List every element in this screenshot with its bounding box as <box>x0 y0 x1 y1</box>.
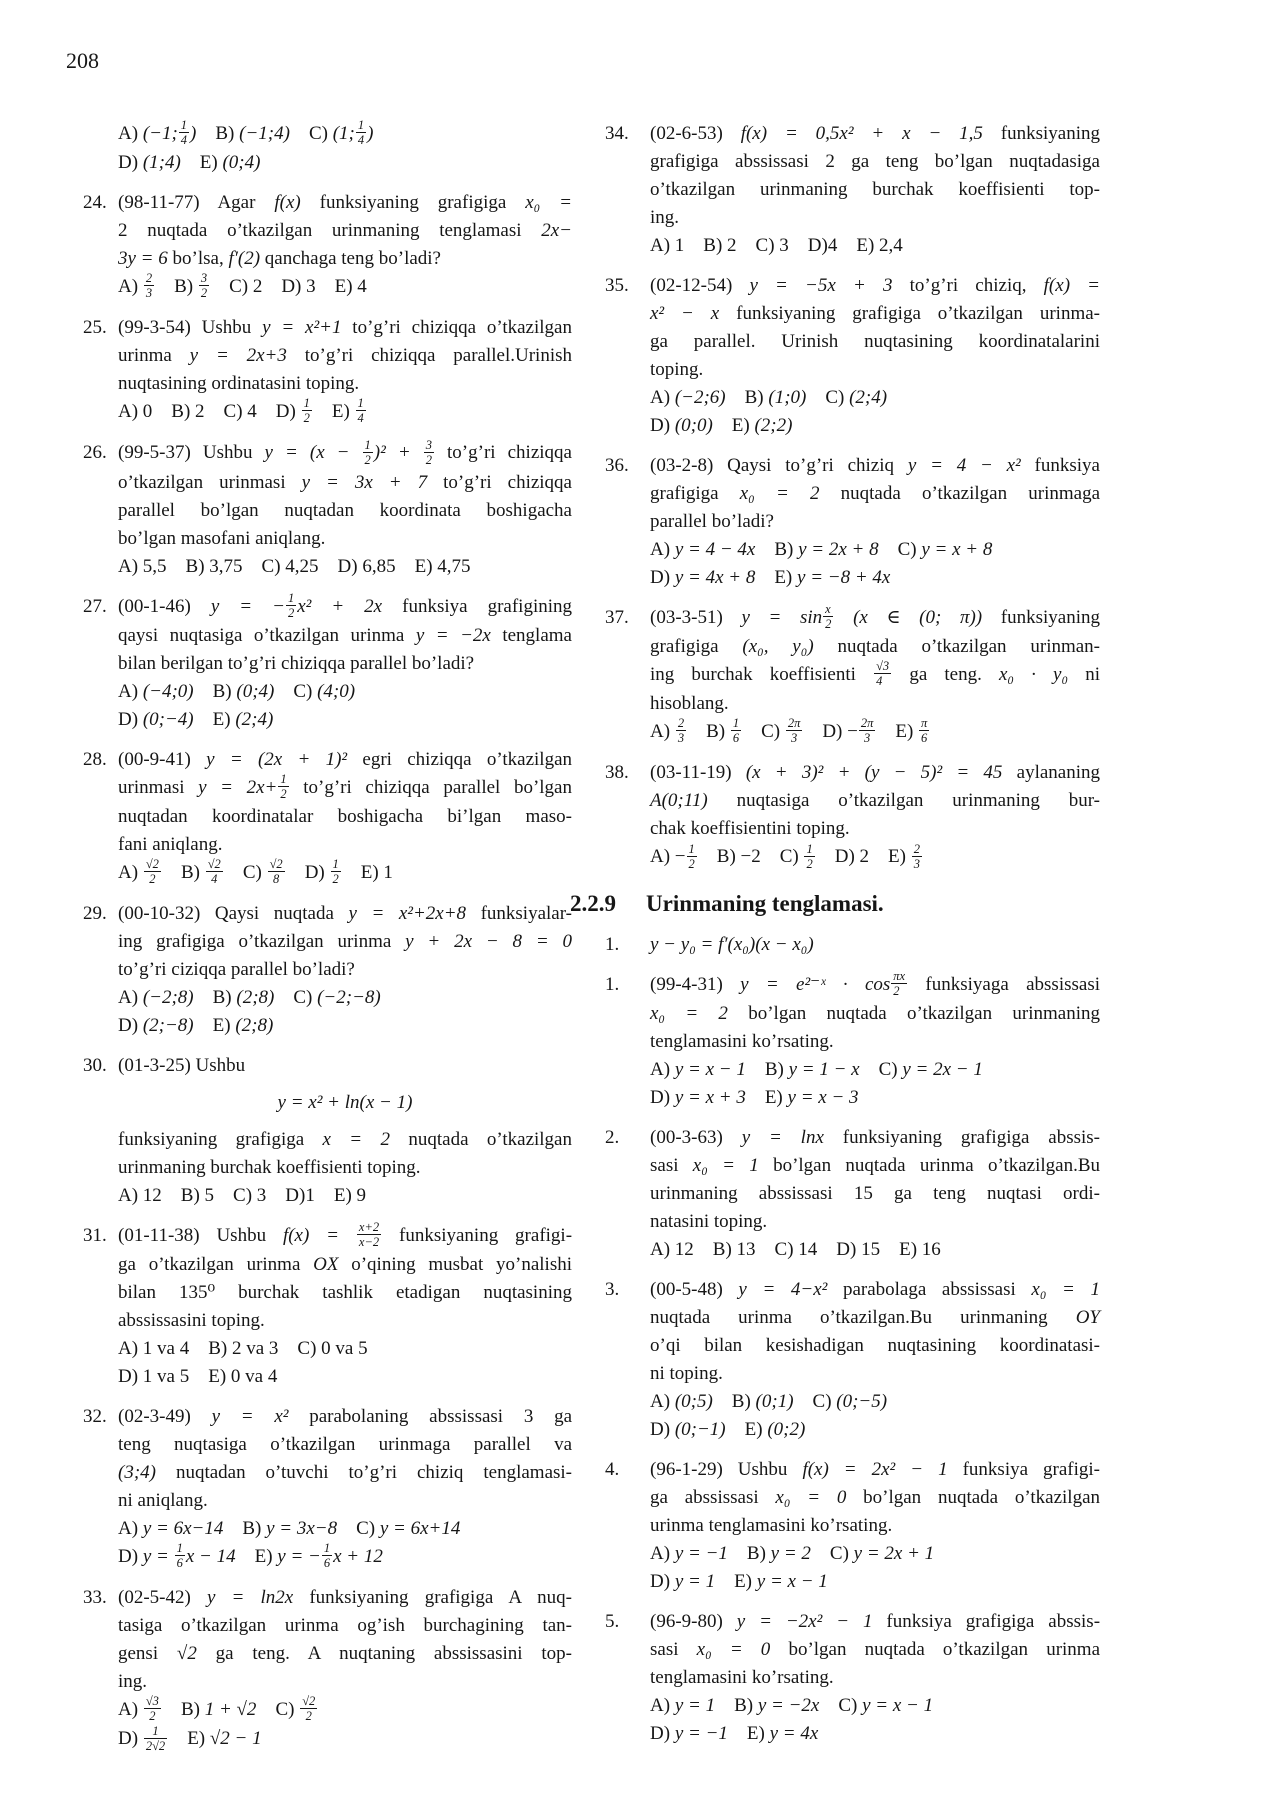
answer-options-line: A) $\frac{2}{3}$ B) $\frac{3}{2}$ C) 2 D) 3 E) 4 <box>118 271 367 301</box>
answer-options-line: D) y = 4x + 8 E) y = −8 + 4x <box>650 567 891 588</box>
text-line: qaysi nuqtasiga o’tkazilgan urinma y = −2x tenglama <box>118 624 572 646</box>
answer-options-line: A) (−4;0) B) (0;4) C) (4;0) <box>118 680 356 702</box>
text-line: gensi √2 ga teng. A nuqtaning abssissasini top- <box>118 1643 572 1665</box>
item-number: 36. <box>605 455 629 476</box>
item-number: 27. <box>83 595 107 617</box>
problem <box>83 746 572 888</box>
text-line: x₀ = 2 bo’lgan nuqtada o’tkazilgan urinmaning <box>650 1002 1100 1024</box>
text-line: (03-11-19) (x + 3)² + (y − 5)² = 45 aylananing <box>650 762 1100 784</box>
text-line: (01-3-25) Ushbu <box>118 1054 246 1076</box>
text-line: urinmaning abssissasi 15 ga teng nuqtasi ordi- <box>650 1182 1100 1204</box>
fraction: $\frac{1}{2}$ <box>332 856 339 886</box>
text-line: y − y₀ = f′(x₀)(x − x₀) <box>650 933 814 955</box>
problem <box>83 1222 572 1391</box>
problem <box>605 1276 1100 1444</box>
fraction: $\frac{√3}{4}$ <box>876 659 890 689</box>
fraction: $\frac{1}{4}$ <box>357 118 365 148</box>
text-line: urinmaning burchak koeffisienti toping. <box>118 1156 421 1178</box>
text-line: (02-12-54) y = −5x + 3 to’g’ri chiziq, f(x) = <box>650 275 1101 296</box>
fraction: $\frac{3}{2}$ <box>200 271 208 301</box>
text-line: ing grafigiga o’tkazilgan urinma y + 2x − 8 = 0 <box>118 930 572 952</box>
fraction: $\frac{1}{2}$ <box>806 841 813 871</box>
fraction: $\frac{1}{2}$ <box>364 437 371 467</box>
fraction: $\frac{2}{3}$ <box>145 271 153 301</box>
answer-options-line: D) (2;−8) E) (2;8) <box>118 1014 274 1036</box>
text-line: tasiga o’tkazilgan urinma og’ish burchagining tan- <box>118 1615 572 1637</box>
item-number: 5. <box>605 1610 620 1632</box>
text-line: ing. <box>650 207 680 228</box>
fraction: $\frac{1}{2}$ <box>688 841 695 871</box>
answer-options-line: D) (0;0) E) (2;2) <box>650 415 793 436</box>
answer-options-line: A) $\frac{√3}{2}$ B) 1 + √2 C) $\frac{√2}{2}$ <box>118 1694 316 1724</box>
text-line: sasi x₀ = 0 bo’lgan nuqtada o’tkazilgan urinma <box>650 1638 1101 1660</box>
item-number: 35. <box>605 275 629 296</box>
text-line: hisoblang. <box>650 693 729 715</box>
text-line: nuqtadan koordinatalar boshigacha bi’lgan maso- <box>118 805 572 827</box>
text-line: ga abssissasi x₀ = 0 bo’lgan nuqtada o’tkazilgan <box>650 1486 1100 1508</box>
fraction: $\frac{\pi}{6}$ <box>921 716 928 746</box>
fraction: $\frac{\pi x}{2}$ <box>893 968 906 998</box>
answer-options-line: A) 5,5 B) 3,75 C) 4,25 D) 6,85 E) 4,75 <box>118 555 471 577</box>
problem <box>83 439 572 580</box>
text-line: bilan 135⁰ burchak tashlik etadigan nuqtasining <box>118 1282 572 1304</box>
text-line: to’g’ri ciziqqa parallel bo’ladi? <box>118 958 355 980</box>
item-number: 24. <box>83 192 107 214</box>
text-line: teng nuqtasiga o’tkazilgan urinmaga parallel va <box>118 1434 572 1456</box>
text-line: 2 nuqtada o’tkazilgan urinmaning tenglamasi 2x− <box>118 220 572 242</box>
section-heading <box>570 889 1100 919</box>
item-number: 37. <box>605 607 629 628</box>
problem <box>605 968 1100 1112</box>
answer-options-line: A) (−2;6) B) (1;0) C) (2;4) <box>650 387 888 408</box>
text-line: (99-3-54) Ushbu y = x²+1 to’g’ri chiziqqa o’tkazilgan <box>118 317 572 339</box>
text-line: (03-2-8) Qaysi to’g’ri chiziq y = 4 − x² funksiya <box>650 455 1100 476</box>
text-line: ing. <box>118 1671 148 1693</box>
answers-continuation <box>83 120 572 177</box>
text-line: (96-9-80) y = −2x² − 1 funksiya grafigiga abssis- <box>650 1610 1101 1632</box>
text-line: nuqtasining ordinatasini toping. <box>118 373 360 395</box>
answer-options-line: A) 1 B) 2 C) 3 D)4 E) 2,4 <box>650 235 903 256</box>
fraction: $\frac{1}{6}$ <box>323 1541 331 1571</box>
fraction: $\frac{1}{2}$ <box>280 771 287 801</box>
item-number: 2. <box>605 1126 620 1148</box>
answer-options-line: D) 1 va 5 E) 0 va 4 <box>118 1366 278 1388</box>
text-line: o’tkazilgan urinmasi y = 3x + 7 to’g’ri chiziqqa <box>118 471 572 493</box>
problem <box>83 1052 572 1210</box>
answer-options-line: D) y = −1 E) y = 4x <box>650 1722 819 1744</box>
answer-options-line: A) y = x − 1 B) y = 1 − x C) y = 2x − 1 <box>650 1058 983 1080</box>
fraction: $\frac{2\pi}{3}$ <box>860 716 874 746</box>
text-line: (00-5-48) y = 4−x² parabolaga abssissasi x₀ = 1 <box>650 1278 1100 1300</box>
problem <box>83 590 572 734</box>
item-number: 34. <box>605 123 629 144</box>
text-line: tenglamasini ko’rsating. <box>650 1030 834 1052</box>
item-number: 3. <box>605 1278 620 1300</box>
text-line: urinma tenglamasini ko’rsating. <box>650 1514 893 1536</box>
text-line: urinma y = 2x+3 to’g’ri chiziqqa parallel.Urinish <box>118 345 573 367</box>
fraction: $\frac{2}{3}$ <box>913 841 920 871</box>
answer-options-line: A) − $\frac{1}{2}$ B) −2 C) $\frac{1}{2}$ D) 2 E) $\frac{2}{3}$ <box>650 841 920 871</box>
text-line: bilan berilgan to’g’ri chiziqqa parallel bo’ladi? <box>118 652 475 674</box>
text-line: parallel bo’lgan nuqtadan koordinata boshigacha <box>118 499 572 521</box>
fraction: $\frac{3}{2}$ <box>425 437 432 467</box>
section-title: Urinmaning tenglamasi. <box>646 890 884 916</box>
text-line: ga parallel. Urinish nuqtasining koordinatalarini <box>650 331 1100 352</box>
fraction: $\frac{2}{3}$ <box>677 716 685 746</box>
problem <box>83 314 572 427</box>
fraction: $\frac{√3}{2}$ <box>145 1694 159 1724</box>
text-line: tenglamasini ko’rsating. <box>650 1666 834 1688</box>
text-line: ga o’tkazilgan urinma OX o’qining musbat yo’nalishi <box>118 1254 572 1276</box>
text-line: (98-11-77) Agar f(x) funksiyaning grafigiga x₀ = <box>118 192 572 214</box>
fraction: $\frac{1}{4}$ <box>357 396 364 426</box>
answer-options-line: A) 0 B) 2 C) 4 D) $\frac{1}{2}$ E) $\frac{1}{4}$ <box>118 396 364 426</box>
fraction: $\frac{√2}{8}$ <box>269 856 283 886</box>
answer-options-line: D) (0;−4) E) (2;4) <box>118 708 274 730</box>
text-line: (01-11-38) Ushbu f(x) = $\frac{x+2}{x-2}$ funksiyaning grafigi- <box>118 1220 573 1250</box>
text-line: toping. <box>650 359 704 380</box>
text-line: (3;4) nuqtadan o’tuvchi to’g’ri chiziq tenglamasi- <box>118 1462 572 1484</box>
answer-options-line: D) y = 1 E) y = x − 1 <box>650 1570 828 1592</box>
fraction: $\frac{1}{2√2}$ <box>145 1723 166 1753</box>
text-line: ni aniqlang. <box>118 1490 208 1512</box>
fraction: $\frac{1}{4}$ <box>180 118 188 148</box>
page-number: 208 <box>66 48 99 73</box>
section-number: 2.2.9 <box>570 890 616 916</box>
left-column <box>83 120 572 1767</box>
fraction: $\frac{1}{2}$ <box>287 590 295 620</box>
answer-options-line: A) y = 1 B) y = −2x C) y = x − 1 <box>650 1694 934 1716</box>
answer-options-line: A) $\frac{2}{3}$ B) $\frac{1}{6}$ C) $\frac{2\pi}{3}$ D) − $\frac{2\pi}{3}$ E) $\frac{\pi}{6}$ <box>650 716 928 746</box>
item-number: 32. <box>83 1406 107 1428</box>
text-line: sasi x₀ = 1 bo’lgan nuqtada urinma o’tkazilgan.Bu <box>650 1154 1100 1176</box>
answer-options-line: A) 12 B) 13 C) 14 D) 15 E) 16 <box>650 1238 941 1260</box>
text-line: o’tkazilgan urinmaning burchak koeffisienti top- <box>650 179 1100 200</box>
text-line: grafigiga abssissasi 2 ga teng bo’lgan nuqtadasiga <box>650 151 1100 172</box>
item-number: 30. <box>83 1054 107 1076</box>
text-line: funksiyaning grafigiga x = 2 nuqtada o’tkazilgan <box>118 1128 572 1150</box>
answer-options-line: D) $\frac{1}{2√2}$ E) √2 − 1 <box>118 1723 262 1753</box>
text-line: (96-1-29) Ushbu f(x) = 2x² − 1 funksiya grafigi- <box>650 1458 1101 1480</box>
text-line: natasini toping. <box>650 1210 768 1232</box>
text-line: ni toping. <box>650 1362 723 1384</box>
text-line: ing burchak koeffisienti $\frac{√3}{4}$ ga teng. x₀ · y₀ ni <box>650 659 1100 689</box>
text-line: (00-1-46) y = − $\frac{1}{2}$ x² + 2x funksiya grafigining <box>118 590 572 620</box>
text-line: chak koeffisientini toping. <box>650 818 850 840</box>
item-number: 26. <box>83 442 107 464</box>
answer-options-line: D) (1;4) E) (0;4) <box>118 152 261 174</box>
text-line: fani aniqlang. <box>118 833 223 855</box>
text-line: bo’lgan masofani aniqlang. <box>118 527 326 549</box>
answer-options-line: A) y = 4 − 4x B) y = 2x + 8 C) y = x + 8 <box>650 539 993 560</box>
item-number: 29. <box>83 902 107 924</box>
right-column <box>570 120 1101 1760</box>
fraction: $\frac{1}{2}$ <box>303 396 310 426</box>
text-line: (00-3-63) y = lnx funksiyaning grafigiga abssis- <box>650 1126 1101 1148</box>
item-number: 25. <box>83 317 107 339</box>
text-line: (02-5-42) y = ln2x funksiyaning grafigiga A nuq- <box>118 1587 572 1609</box>
text-line: (03-3-51) y = sin $\frac{x}{2}$ (x ∈ (0; π)) funksiyaning <box>650 602 1100 632</box>
problem <box>605 1456 1100 1596</box>
text-line: nuqtada urinma o’tkazilgan.Bu urinmaning OY <box>650 1306 1100 1328</box>
text-line: 3y = 6 bo’lsa, f′(2) qanchaga teng bo’ladi? <box>118 248 441 270</box>
text-line: grafigiga x₀ = 2 nuqtada o’tkazilgan urinmaga <box>650 483 1100 504</box>
text-line: urinmasi y = 2x+ $\frac{1}{2}$ to’g’ri chiziqqa parallel bo’lgan <box>118 771 572 801</box>
fraction: $\frac{1}{6}$ <box>732 716 740 746</box>
problem <box>605 759 1100 872</box>
fraction: $\frac{1}{6}$ <box>176 1541 183 1571</box>
text-line: parallel bo’ladi? <box>650 511 774 532</box>
text-line: A(0;11) nuqtasiga o’tkazilgan urinmaning bur- <box>650 790 1100 812</box>
answer-options-line: A) y = 6x−14 B) y = 3x−8 C) y = 6x+14 <box>118 1518 461 1540</box>
problem <box>605 452 1100 592</box>
answer-options-line: A) y = −1 B) y = 2 C) y = 2x + 1 <box>650 1542 935 1564</box>
problem <box>605 272 1100 440</box>
text-line: x² − x funksiyaning grafigiga o’tkazilgan urinma- <box>650 303 1100 324</box>
fraction: $\frac{2\pi}{3}$ <box>787 716 801 746</box>
problem <box>605 604 1100 747</box>
item-number: 4. <box>605 1458 620 1480</box>
answer-options-line: A) (−2;8) B) (2;8) C) (−2;−8) <box>118 986 381 1008</box>
text-line: (02-6-53) f(x) = 0,5x² + x − 1,5 funksiyaning <box>650 123 1101 144</box>
answer-options-line: A) 1 va 4 B) 2 va 3 C) 0 va 5 <box>118 1338 368 1360</box>
text-line: o’qi bilan kesishadigan nuqtasining koordinatasi- <box>650 1334 1100 1356</box>
item-number: 1. <box>605 973 620 995</box>
answer-options-line: D) (0;−1) E) (0;2) <box>650 1418 806 1440</box>
problem <box>83 1403 572 1572</box>
problem <box>605 120 1100 260</box>
answer-options-line: D) y = x + 3 E) y = x − 3 <box>650 1086 859 1108</box>
problem <box>83 1584 572 1754</box>
display-equation: y = x² + ln(x − 1) <box>277 1091 413 1113</box>
problem <box>605 1124 1100 1264</box>
fraction: $\frac{x+2}{x-2}$ <box>358 1220 380 1250</box>
text-line: grafigiga (x₀, y₀) nuqtada o’tkazilgan urinman- <box>650 636 1101 658</box>
text-line: (02-3-49) y = x² parabolaning abssissasi 3 ga <box>118 1406 573 1428</box>
formula-item <box>605 931 1100 959</box>
item-number: 38. <box>605 762 629 784</box>
problem <box>83 900 572 1040</box>
text-line: (99-5-37) Ushbu y = (x − $\frac{1}{2}$ )² + $\frac{3}{2}$ to’g’ri chiziqqa <box>118 437 572 467</box>
item-number: 31. <box>83 1224 107 1246</box>
answer-options-line: A) (−1; $\frac{1}{4}$ ) B) (−1;4) C) (1; $\frac{1}{4}$ ) <box>118 118 374 148</box>
fraction: $\frac{√2}{2}$ <box>302 1694 316 1724</box>
item-number: 28. <box>83 748 107 770</box>
problem <box>83 189 572 302</box>
problem <box>605 1608 1100 1748</box>
text-line: (00-10-32) Qaysi nuqtada y = x²+2x+8 funksiyalar- <box>118 902 573 924</box>
fraction: $\frac{x}{2}$ <box>825 602 832 632</box>
answer-options-line: A) $\frac{√2}{2}$ B) $\frac{√2}{4}$ C) $\frac{√2}{8}$ D) $\frac{1}{2}$ E) 1 <box>118 856 393 886</box>
text-line: (99-4-31) y = e²⁻ˣ · cos $\frac{\pi x}{2}$ funksiyaga abssissasi <box>650 968 1100 998</box>
answer-options-line: D) y = $\frac{1}{6}$ x − 14 E) y = − $\frac{1}{6}$ x + 12 <box>118 1541 383 1571</box>
answer-options-line: A) 12 B) 5 C) 3 D)1 E) 9 <box>118 1184 367 1206</box>
answer-options-line: A) (0;5) B) (0;1) C) (0;−5) <box>650 1390 888 1412</box>
text-line: (00-9-41) y = (2x + 1)² egri chiziqqa o’tkazilgan <box>118 748 573 770</box>
fraction: $\frac{√2}{2}$ <box>145 856 159 886</box>
item-number: 33. <box>83 1587 107 1609</box>
text-line: abssissasini toping. <box>118 1310 265 1332</box>
fraction: $\frac{√2}{4}$ <box>207 856 221 886</box>
item-number: 1. <box>605 933 620 955</box>
